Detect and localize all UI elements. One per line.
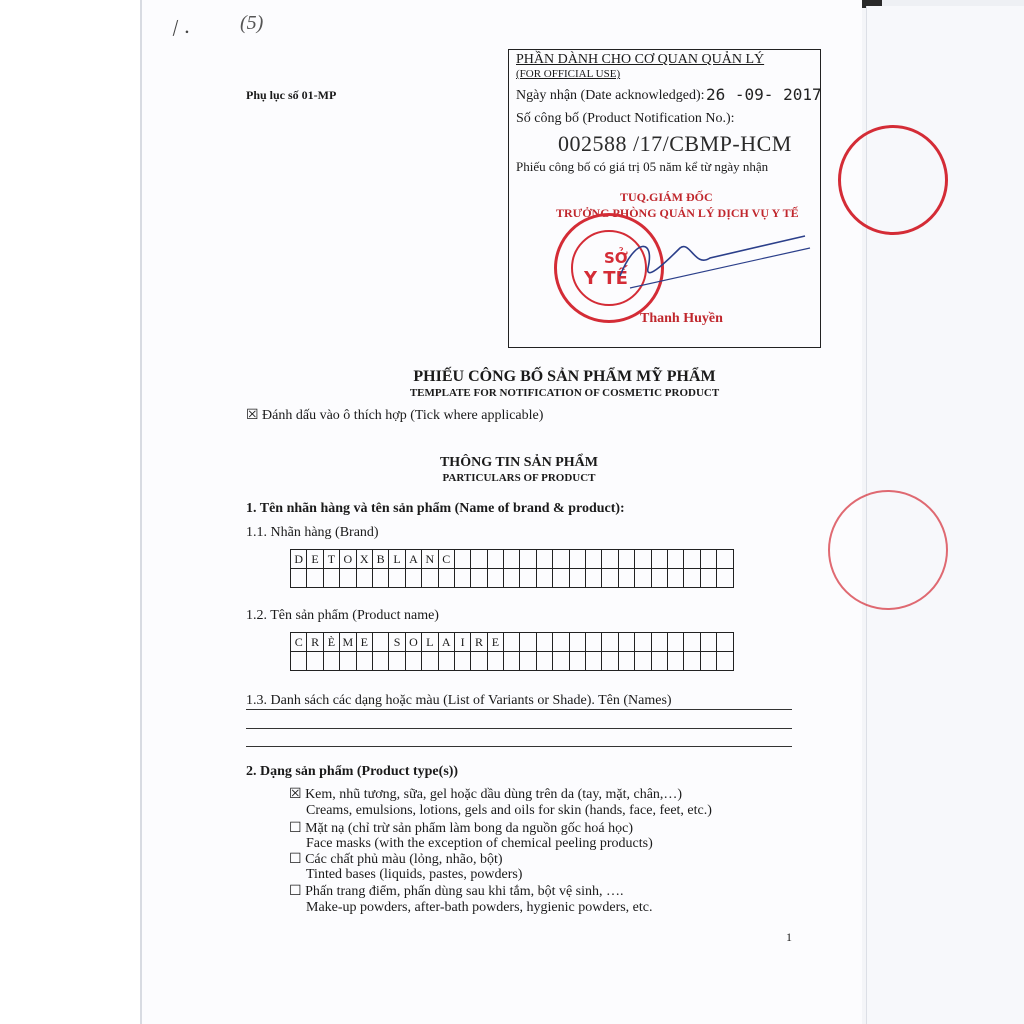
section-subtitle: PARTICULARS OF PRODUCT <box>442 472 596 484</box>
page-number: 1 <box>786 930 792 944</box>
letter-cell <box>422 569 438 588</box>
brand-grid <box>290 549 734 588</box>
checkbox-icon: ☒ <box>289 787 302 802</box>
notification-number-value: 002588 /17/CBMP-HCM <box>558 131 792 156</box>
option-en: Make-up powders, after-bath powders, hygienic powders, etc. <box>306 900 653 915</box>
letter-cell <box>340 569 356 588</box>
option-vi: Phấn trang điểm, phấn dùng sau khi tắm, bột vệ sinh, …. <box>305 884 624 899</box>
letter-cell <box>389 569 405 588</box>
date-acknowledged-value: 26 -09- 2017 <box>706 85 822 104</box>
option-en: Tinted bases (liquids, pastes, powders) <box>306 867 523 882</box>
letter-cell <box>372 569 388 588</box>
letter-cell: A <box>438 633 454 652</box>
letter-cell <box>372 652 388 671</box>
letter-cell <box>651 569 667 588</box>
letter-cell <box>422 652 438 671</box>
question-brand-product: 1. Tên nhãn hàng và tên sản phẩm (Name of brand & product): <box>246 501 625 516</box>
letter-cell <box>504 633 520 652</box>
letter-cell <box>602 633 618 652</box>
official-use-title: PHẦN DÀNH CHO CƠ QUAN QUẢN LÝ <box>516 52 765 67</box>
letter-cell: D <box>291 550 307 569</box>
letter-cell <box>520 633 536 652</box>
product-type-option <box>289 786 682 803</box>
letter-cell: R <box>307 633 323 652</box>
letter-cell <box>586 652 602 671</box>
letter-cell <box>340 652 356 671</box>
checkbox-icon: ☐ <box>289 821 302 836</box>
letter-cell <box>487 569 503 588</box>
letter-cell: X <box>356 550 372 569</box>
letter-cell <box>667 652 683 671</box>
letter-cell <box>553 550 569 569</box>
letter-cell <box>553 569 569 588</box>
letter-cell <box>553 633 569 652</box>
fill-line <box>246 746 792 747</box>
letter-cell <box>667 550 683 569</box>
letter-cell <box>504 569 520 588</box>
letter-cell: I <box>454 633 470 652</box>
letter-cell <box>717 550 733 569</box>
letter-cell: O <box>340 550 356 569</box>
tick-instruction: ☒ Đánh dấu vào ô thích hợp (Tick where applicable) <box>246 408 544 423</box>
letter-cell <box>356 569 372 588</box>
signature-icon <box>600 228 820 298</box>
letter-cell: S <box>389 633 405 652</box>
handwritten-mark: / . <box>169 12 192 41</box>
letter-cell <box>667 633 683 652</box>
question-product-type: 2. Dạng sản phẩm (Product type(s)) <box>246 764 459 779</box>
letter-cell <box>389 652 405 671</box>
letter-cell <box>569 569 585 588</box>
letter-cell <box>372 633 388 652</box>
product-type-option <box>289 883 624 900</box>
letter-cell: A <box>405 550 421 569</box>
option-vi: Các chất phủ màu (lỏng, nhão, bột) <box>305 852 503 867</box>
letter-cell <box>684 550 700 569</box>
letter-cell <box>520 569 536 588</box>
letter-cell <box>684 569 700 588</box>
brand-label: 1.1. Nhãn hàng (Brand) <box>246 525 379 540</box>
letter-cell <box>635 550 651 569</box>
letter-cell: T <box>323 550 339 569</box>
letter-cell <box>717 652 733 671</box>
letter-cell <box>684 652 700 671</box>
letter-cell <box>323 569 339 588</box>
letter-cell <box>700 569 716 588</box>
signer-name: Thanh Huyền <box>640 311 723 326</box>
variants-label: 1.3. Danh sách các dạng hoặc màu (List of Variants or Shade). Tên (Names) <box>246 693 672 708</box>
letter-cell <box>700 652 716 671</box>
product-type-option <box>289 820 633 837</box>
letter-cell <box>635 633 651 652</box>
fill-line <box>246 728 792 729</box>
letter-cell <box>487 652 503 671</box>
letter-cell: B <box>372 550 388 569</box>
fill-line <box>246 709 792 710</box>
letter-cell: E <box>356 633 372 652</box>
letter-cell <box>520 550 536 569</box>
document-subtitle: TEMPLATE FOR NOTIFICATION OF COSMETIC PRODUCT <box>409 387 720 399</box>
option-vi: Mặt nạ (chỉ trừ sản phẩm làm bong da nguồn gốc hoá học) <box>305 821 634 836</box>
letter-cell <box>307 652 323 671</box>
letter-cell <box>717 569 733 588</box>
letter-cell: È <box>323 633 339 652</box>
option-en: Face masks (with the exception of chemical peeling products) <box>306 836 653 851</box>
letter-cell <box>471 550 487 569</box>
letter-cell: E <box>487 633 503 652</box>
product-name-grid <box>290 632 734 671</box>
letter-cell <box>536 550 552 569</box>
letter-cell <box>602 652 618 671</box>
letter-cell: R <box>471 633 487 652</box>
letter-cell <box>454 569 470 588</box>
date-acknowledged-label: Ngày nhận (Date acknowledged): <box>516 88 705 103</box>
letter-cell <box>553 652 569 671</box>
letter-cell <box>536 633 552 652</box>
letter-cell: N <box>422 550 438 569</box>
letter-cell <box>487 550 503 569</box>
checkbox-icon: ☐ <box>289 852 302 867</box>
letter-cell <box>471 569 487 588</box>
letter-cell <box>454 550 470 569</box>
letter-cell <box>618 550 634 569</box>
option-vi: Kem, nhũ tương, sữa, gel hoặc dầu dùng trên da (tay, mặt, chân,…) <box>305 787 683 802</box>
letter-cell <box>586 569 602 588</box>
letter-cell <box>667 569 683 588</box>
letter-cell <box>700 550 716 569</box>
letter-cell <box>504 550 520 569</box>
signature-title: TUQ.GIÁM ĐỐC <box>620 190 713 204</box>
scan-left-margin <box>0 0 142 1024</box>
handwritten-page-mark: (5) <box>240 12 264 34</box>
letter-cell <box>651 633 667 652</box>
option-en: Creams, emulsions, lotions, gels and oils for skin (hands, face, feet, etc.) <box>306 803 712 818</box>
notification-number-label: Số công bố (Product Notification No.): <box>516 111 735 126</box>
checkbox-icon: ☐ <box>289 884 302 899</box>
letter-cell <box>618 652 634 671</box>
letter-cell <box>651 550 667 569</box>
letter-cell: L <box>389 550 405 569</box>
letter-cell <box>307 569 323 588</box>
letter-cell <box>291 652 307 671</box>
letter-cell <box>471 652 487 671</box>
letter-cell <box>684 633 700 652</box>
letter-cell <box>586 550 602 569</box>
edge-seal-icon <box>838 125 948 235</box>
letter-cell <box>438 652 454 671</box>
section-title: THÔNG TIN SẢN PHẨM <box>439 455 599 470</box>
seal-text: Y TẾ <box>584 268 628 289</box>
letter-cell <box>323 652 339 671</box>
letter-cell: C <box>438 550 454 569</box>
letter-cell <box>602 550 618 569</box>
letter-cell <box>520 652 536 671</box>
letter-cell: C <box>291 633 307 652</box>
product-name-label: 1.2. Tên sản phẩm (Product name) <box>246 608 439 623</box>
edge-seal-icon <box>828 490 948 610</box>
letter-cell <box>438 569 454 588</box>
letter-cell <box>569 633 585 652</box>
letter-cell <box>569 550 585 569</box>
annex-label: Phụ lục số 01-MP <box>246 88 337 102</box>
letter-cell <box>717 633 733 652</box>
letter-cell <box>635 652 651 671</box>
product-type-option <box>289 851 503 868</box>
letter-cell <box>569 652 585 671</box>
letter-cell <box>356 652 372 671</box>
letter-cell <box>536 652 552 671</box>
letter-cell: M <box>340 633 356 652</box>
letter-cell <box>700 633 716 652</box>
letter-cell <box>536 569 552 588</box>
letter-cell: L <box>422 633 438 652</box>
letter-cell <box>454 652 470 671</box>
validity-note: Phiếu công bố có giá trị 05 năm kể từ ngày nhận <box>516 159 769 174</box>
letter-cell <box>504 652 520 671</box>
letter-cell <box>651 652 667 671</box>
letter-cell <box>635 569 651 588</box>
letter-cell <box>618 569 634 588</box>
letter-cell <box>405 569 421 588</box>
official-use-subtitle: (FOR OFFICIAL USE) <box>516 68 621 80</box>
letter-cell <box>405 652 421 671</box>
letter-cell <box>602 569 618 588</box>
letter-cell <box>291 569 307 588</box>
signature-department: TRƯỞNG PHÒNG QUẢN LÝ DỊCH VỤ Y TẾ <box>556 206 799 220</box>
letter-cell: O <box>405 633 421 652</box>
seal-text: SỞ <box>604 249 628 267</box>
document-title: PHIẾU CÔNG BỐ SẢN PHẨM MỸ PHẨM <box>413 368 716 385</box>
letter-cell <box>618 633 634 652</box>
letter-cell: E <box>307 550 323 569</box>
letter-cell <box>586 633 602 652</box>
